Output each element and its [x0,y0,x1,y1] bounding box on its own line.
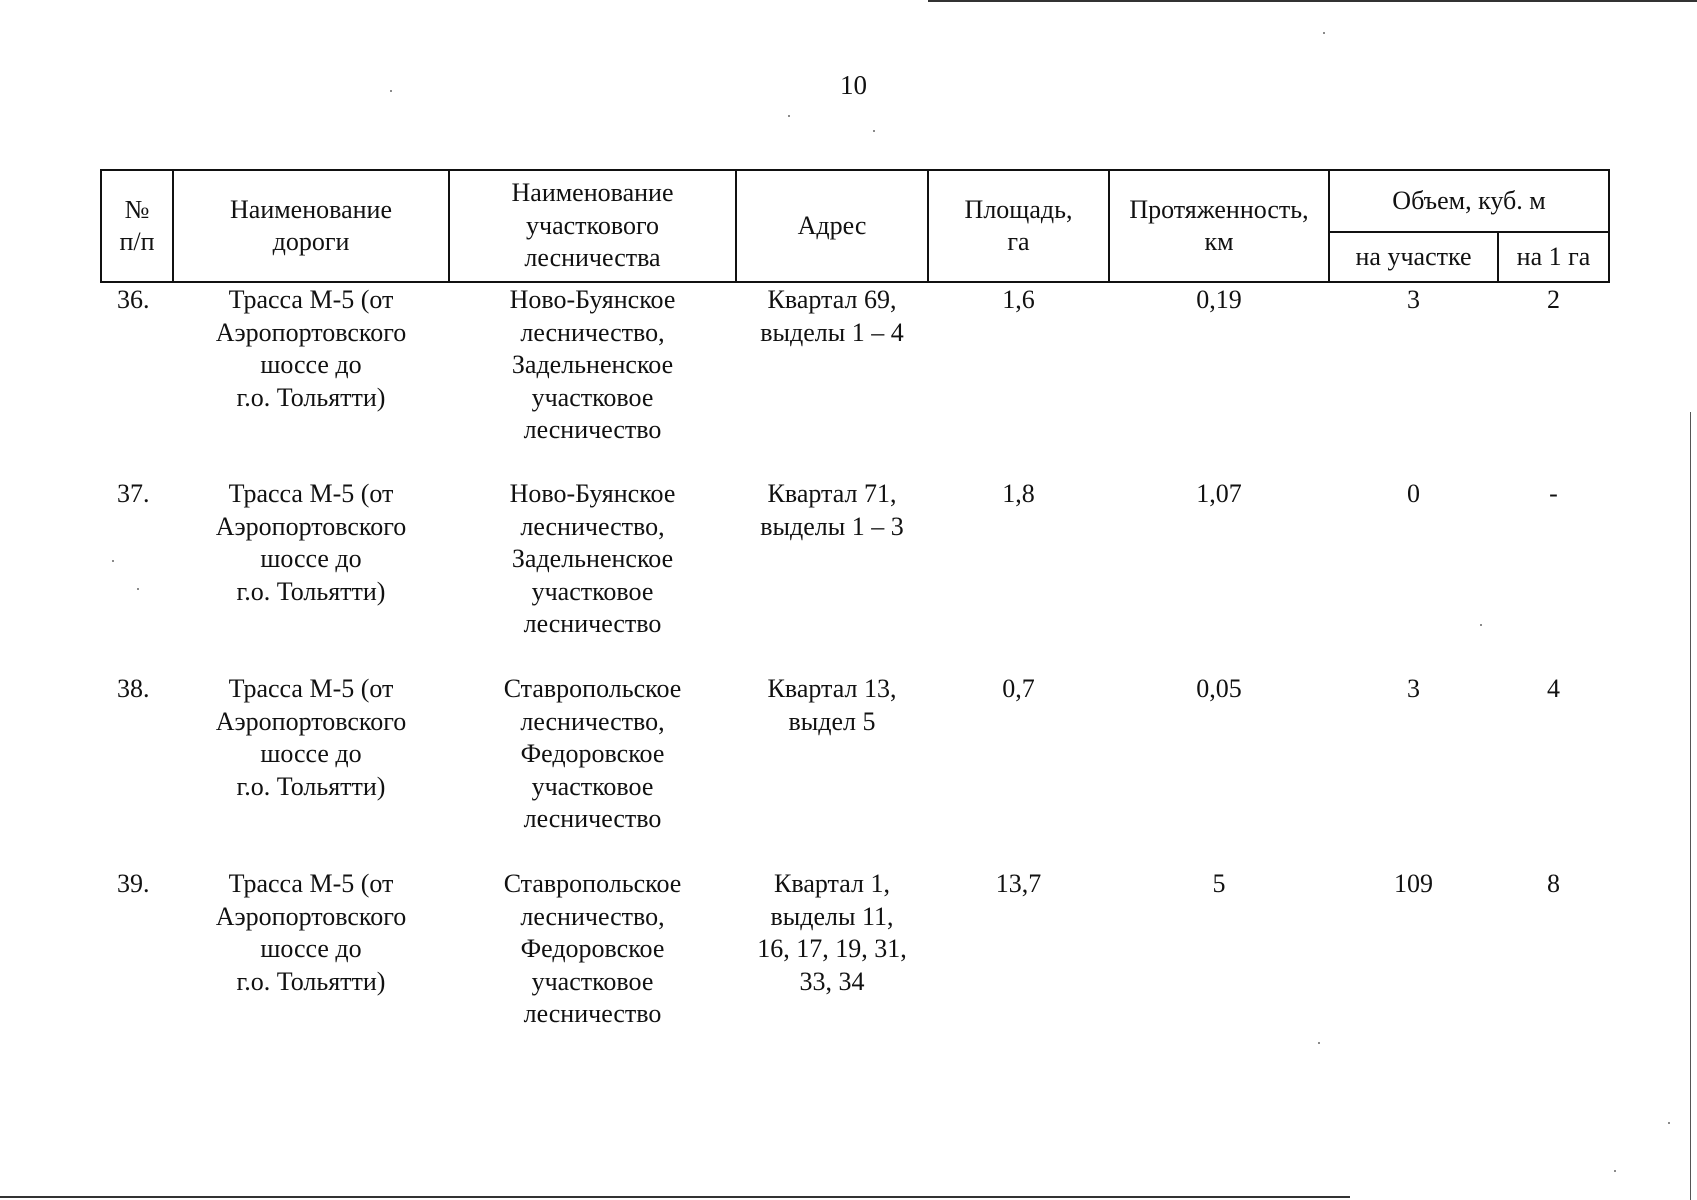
cell-road: Трасса М-5 (от Аэропортовского шоссе до г.о. Тольятти) [215,479,407,606]
header-address: Адрес [736,170,928,282]
cell-forestry: Ставропольское лесничество, Федоровское участковое лесничество [503,674,682,833]
table-row [101,867,1609,1062]
header-road: Наименование дороги [173,170,449,282]
table-header [101,170,1609,282]
cell-length: 1,07 [1196,479,1242,508]
scan-speck [1614,1170,1616,1172]
cell-address: Квартал 69, выделы 1 – 4 [760,285,904,347]
cell-volume-per-ha: 4 [1547,674,1560,703]
table-body [101,282,1609,1062]
header-volume: Объем, куб. м [1329,170,1609,232]
cell-area: 13,7 [995,869,1042,898]
cell-volume-site: 3 [1407,674,1420,703]
cell-address: Квартал 1, выделы 11, 16, 17, 19, 31, 33, 34 [757,869,907,996]
cell-num: 37. [117,479,150,508]
cell-volume-site: 0 [1407,479,1420,508]
cell-area: 0,7 [1002,674,1035,703]
data-table [100,169,1610,1062]
table-row [101,672,1609,867]
cell-num: 36. [117,285,150,314]
cell-road: Трасса М-5 (от Аэропортовского шоссе до г.о. Тольятти) [215,869,407,996]
cell-road: Трасса М-5 (от Аэропортовского шоссе до г.о. Тольятти) [215,285,407,412]
scan-edge-bottom [0,1196,1350,1198]
table-row [101,282,1609,477]
cell-address: Квартал 71, выделы 1 – 3 [760,479,904,541]
page-number: 10 [840,70,867,100]
cell-area: 1,8 [1002,479,1035,508]
header-area: Площадь, га [928,170,1109,282]
header-num: № п/п [101,170,173,282]
cell-volume-site: 3 [1407,285,1420,314]
cell-num: 38. [117,674,150,703]
cell-num: 39. [117,869,150,898]
cell-road: Трасса М-5 (от Аэропортовского шоссе до г.о. Тольятти) [215,674,407,801]
cell-length: 0,19 [1196,285,1242,314]
cell-forestry: Ставропольское лесничество, Федоровское участковое лесничество [503,869,682,1028]
scan-edge-right [1690,412,1691,1200]
scan-speck [1323,32,1325,34]
cell-area: 1,6 [1002,285,1035,314]
header-length: Протяженность, км [1109,170,1329,282]
cell-forestry: Ново-Буянское лесничество, Задельненское участковое лесничество [509,285,676,444]
scan-edge-top [928,0,1697,2]
cell-length: 5 [1212,869,1226,898]
scan-speck [788,115,790,117]
table-row [101,477,1609,672]
cell-volume-site: 109 [1394,869,1433,898]
cell-address: Квартал 13, выдел 5 [767,674,897,736]
cell-length: 0,05 [1196,674,1242,703]
header-forestry: Наименование участкового лесничества [449,170,736,282]
cell-volume-per-ha: - [1549,479,1558,508]
cell-forestry: Ново-Буянское лесничество, Задельненское участковое лесничество [509,479,676,638]
header-volume-per-ha: на 1 га [1498,232,1609,282]
scan-speck [1668,1122,1670,1124]
cell-volume-per-ha: 8 [1547,869,1560,898]
scan-speck [873,130,875,132]
header-volume-site: на участке [1329,232,1498,282]
cell-volume-per-ha: 2 [1547,285,1560,314]
